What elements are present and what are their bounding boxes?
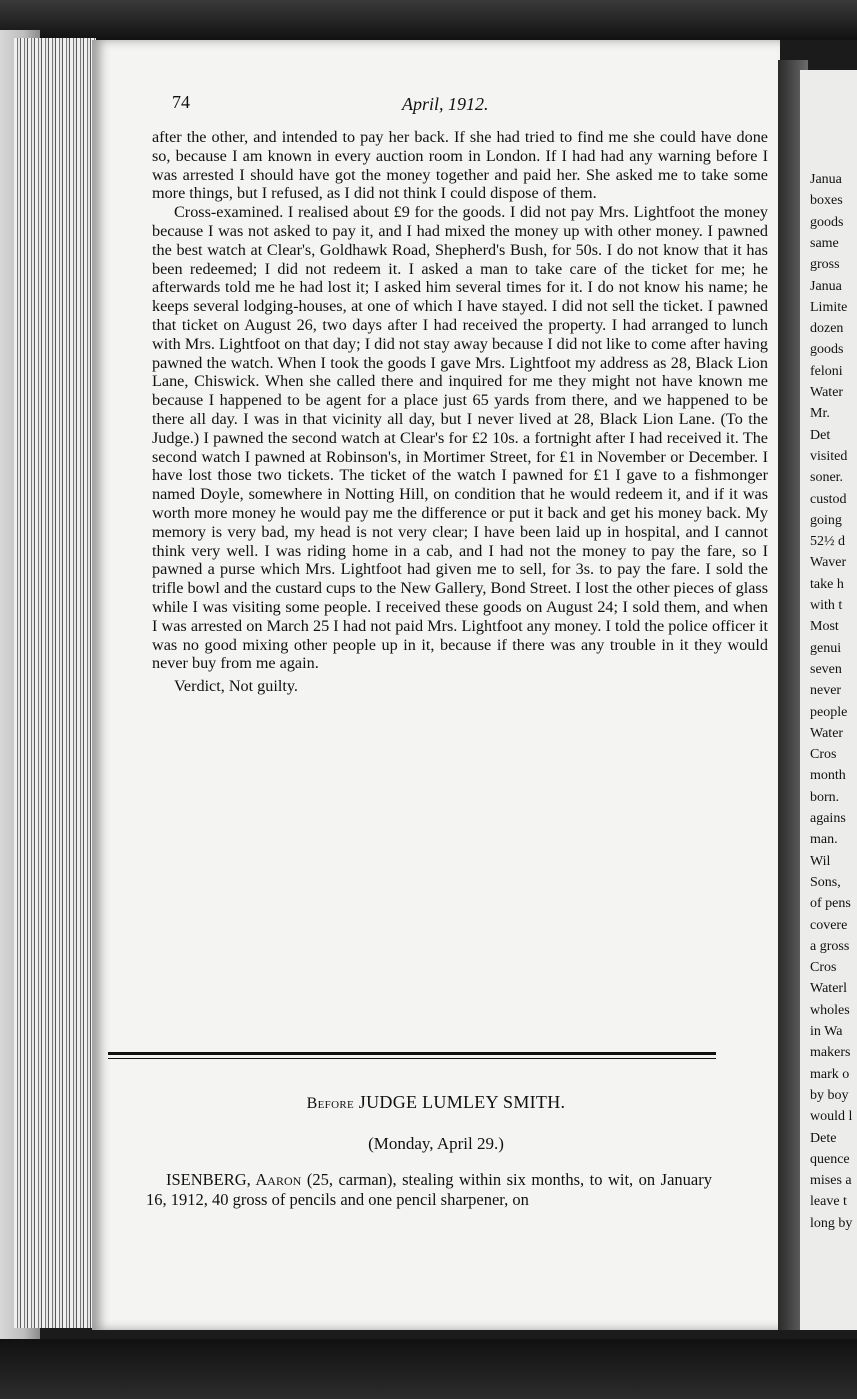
facing-page-line: Sons, xyxy=(810,874,841,890)
facing-page-line: of pens xyxy=(810,896,851,912)
facing-page-line: Janua xyxy=(810,278,842,294)
facing-page-line: Det xyxy=(810,427,831,443)
section-heading-judge: JUDGE LUMLEY SMITH. xyxy=(358,1092,566,1112)
facing-page-line: goods xyxy=(810,214,844,230)
scan-background-top xyxy=(0,0,857,40)
facing-page-line: goods xyxy=(810,342,844,358)
facing-page-line: a gross xyxy=(810,938,850,954)
facing-page-line: mark o xyxy=(810,1066,850,1082)
facing-page-line: wholes xyxy=(810,1002,850,1018)
facing-page-line: gross xyxy=(810,257,840,273)
paragraph-cross-examination: Cross-examined. I realised about £9 for the goods. I did not pay Mrs. Lightfoot the money because I was not asked to pay it, and I had mixed the money up with other money. I pawned the best watch at Clear's, Goldhawk Road, Shepherd's Bush, for 50s. I do not know that it has been redeemed; I did not redeem it. I asked a man to take care of the ticket for me; he afterwards told me he had lost it; I asked him several times for it. I do not know his name; he keeps several lodging-houses, at one of which I have stayed. I did not sell the ticket. I pawned that ticket on August 26, two days after I had received the property. I had arranged to lunch with Mrs. Lightfoot on that day; I did not stay away because I did not like to come after having pawned the watch. When I took the goods I gave Mrs. Lightfoot my address as 28, Black Lion Lane, Chiswick. When she called there and inquired for me they might not have known me because I happened to be agent for a place just 65 yards from there, and we happened to be there all day. I was in that vicinity all day, but I never lived at 28, Black Lion Lane. (To the Judge.) I pawned the second watch at Clear's for £2 10s. a fortnight after I had received it. The second watch I pawned at Robinson's, in Mortimer Street, for £1 in November or December. I have lost those two tickets. The ticket of the watch I pawned for £1 I gave to a fishmonger named Doyle, somewhere in Notting Hill, on condition that he would redeem it, and if it was worth more money he would pay me the difference or put it back and get his money back. My memory is very bad, my head is not very clear; I have been laid up in hospital, and I cannot think very well. I was riding home in a cab, and I had not the money to pay the fare, so I pawned a purse which Mrs. Lightfoot had given me to sell, for 3s. to pay the fare. I sold the trifle bowl and the custard cups to the New Gallery, Bond Street. I lost the other pieces of glass while I was visiting some people. I received these goods on August 24; I sold them, and when I was arrested on March 25 I had not paid Mrs. Lightfoot any money. I told the police officer it was no good mixing other people up in it, because if there was any trouble in it they would never buy from me again. xyxy=(152,203,768,673)
section-date: (Monday, April 29.) xyxy=(368,1134,504,1153)
facing-page-line: month xyxy=(810,768,846,784)
case-paragraph xyxy=(146,1170,712,1210)
case-entry xyxy=(146,1170,712,1210)
facing-page-line: Limite xyxy=(810,299,848,315)
facing-page-line: going xyxy=(810,512,842,528)
page-date-heading: April, 1912. xyxy=(402,94,489,114)
facing-page-line: mises a xyxy=(810,1173,852,1189)
facing-page-line: with t xyxy=(810,598,843,613)
page-header xyxy=(172,92,772,116)
section-rule-thin xyxy=(108,1058,716,1059)
defendant-name: ISENBERG, Aaron xyxy=(166,1170,302,1189)
facing-page-line: Waver xyxy=(810,555,847,571)
facing-page-line: take h xyxy=(810,576,844,592)
facing-page-line: man. xyxy=(810,832,838,848)
scan-background-bottom xyxy=(0,1339,857,1399)
facing-page-line: same xyxy=(810,235,839,251)
facing-page-line: Mr. xyxy=(810,406,830,422)
testimony-text xyxy=(152,128,768,728)
facing-page-line: makers xyxy=(810,1045,851,1061)
page-edges xyxy=(14,38,96,1328)
facing-page-line: Cros xyxy=(810,747,837,763)
verdict-line: Verdict, Not guilty. xyxy=(174,677,298,696)
paragraph-continuation: after the other, and intended to pay her back. If she had tried to find me she could have done so, because I am known in every auction room in London. If I had had any warning before I was arrested I should have got the money together and paid her. She asked me to take some more things, but I refused, as I did not think I could dispose of them. xyxy=(152,128,768,203)
facing-page-line: quence xyxy=(810,1151,850,1167)
facing-page xyxy=(800,70,857,1330)
page-number: 74 xyxy=(172,92,190,112)
facing-page-line: boxes xyxy=(810,193,843,209)
section-heading-before: Before xyxy=(306,1095,354,1112)
facing-page-line: Waterl xyxy=(810,981,847,997)
section-rule-thick xyxy=(108,1052,716,1055)
facing-page-line: 52½ d xyxy=(810,534,845,550)
facing-page-line: would l xyxy=(810,1109,853,1125)
facing-page-line: custod xyxy=(810,491,847,507)
facing-page-line: Dete xyxy=(810,1130,837,1146)
facing-page-line: Most xyxy=(810,619,839,635)
facing-page-line: Cros xyxy=(810,960,837,976)
facing-page-line: Janua xyxy=(810,172,842,187)
facing-page-line: soner. xyxy=(810,470,844,486)
facing-page-line: never xyxy=(810,683,842,699)
facing-page-line: people xyxy=(810,704,848,720)
facing-page-line: dozen xyxy=(810,321,844,337)
facing-page-lines xyxy=(800,70,857,1330)
facing-page-line: by boy xyxy=(810,1087,849,1103)
case-charge-text: (25, carman), stealing within six months, to wit, on January 16, 1912, 40 gross of pencils and one pencil sharpener, on xyxy=(146,1170,712,1209)
facing-page-line: Water xyxy=(810,725,844,741)
facing-page-line: visited xyxy=(810,448,848,464)
section-heading xyxy=(92,1092,780,1113)
facing-page-line: long by xyxy=(810,1215,853,1231)
facing-page-line: Water xyxy=(810,385,844,400)
facing-page-line: Wil xyxy=(810,853,831,869)
facing-page-line: feloni xyxy=(810,363,843,379)
facing-page-line: in Wa xyxy=(810,1024,843,1039)
facing-page-line: genui xyxy=(810,640,842,656)
facing-page-line: covere xyxy=(810,917,848,933)
facing-page-line: seven xyxy=(810,661,842,677)
facing-page-line: leave t xyxy=(810,1194,847,1210)
facing-page-line: born. xyxy=(810,789,840,805)
facing-page-line: agains xyxy=(810,811,846,826)
book-page xyxy=(92,40,780,1330)
